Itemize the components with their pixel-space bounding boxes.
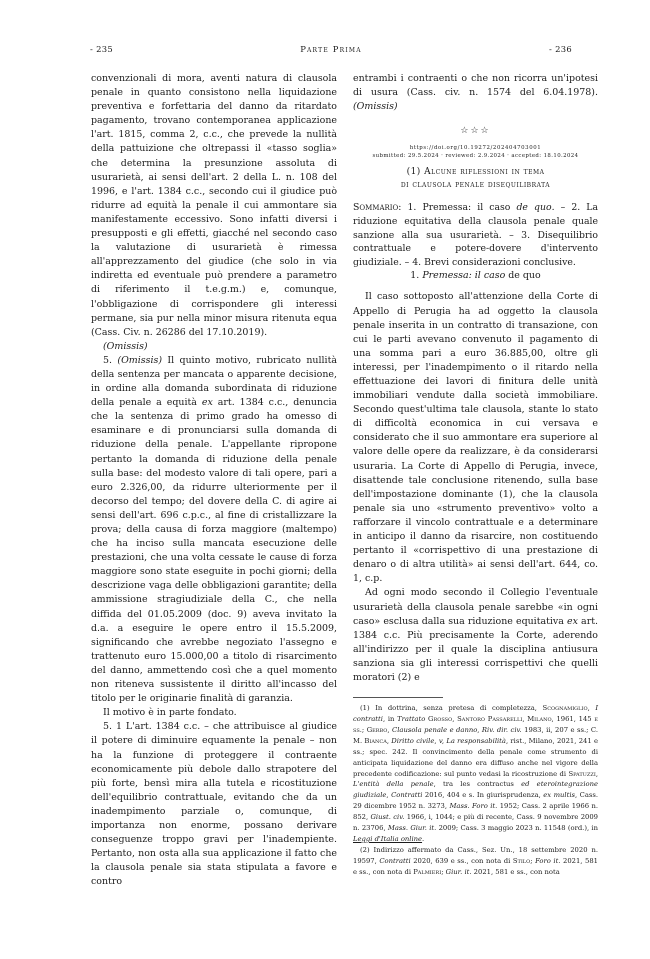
right-column: [353, 72, 598, 878]
page-number-left: - 235: [90, 44, 113, 54]
section-divider-stars: ☆☆☆: [460, 126, 491, 137]
paragraph: Il caso sottoposto all'attenzione della Corte di Appello di Perugia ha ad oggetto la clausola penale inserita in un contratto di transazione, con cui le parti avevano convenuto il pagamento di una somma pari a euro 36.885,00, oltre gli interessi, per l'inadempimento o il ritardo nella effettuazione dei lavori di finitura delle unità immobiliari vendute dalla società immobiliare. Secondo quest'ultima tale clausola, stante lo stato di difficoltà economica in cui versava e considerato che il suo ammontare era superiore al valore delle opere da realizzare, è da considerarsi usuraria. La Corte di Appello di Perugia, invece, disattende tale conclusione ritenendo, sulla base dell'impostazione dominante (1), che la clausola penale sia uno «strumento preventivo» volto a rafforzare il vincolo contrattuale e a determinare in anticipo il danno da risarcire, non costituendo pertanto il «corrispettivo di una prestazione di denaro o di altra utilità» ai sensi dell'art. 644, co. 1, c.p.: [353, 291, 598, 585]
omissis: (Omissis): [117, 354, 163, 366]
latin-term: ex: [567, 615, 578, 627]
paragraph: convenzionali di mora, aventi natura di clausola penale in quanto consistono nella liquidazione preventiva e forfettaria del danno da ritardato pagamento, trovano contemporanea applicazione l'art. 1815, comma 2, c.c., che prevede la nullità della pattuizione che oltrepassi il «tasso soglia» che determina la presunzione assoluta di usurarietà, ai sensi dell'art. 2 della L. n. 108 del 1996, e l'art. 1384 c.c., secondo cui il giudice può ridurre ad equità la penale il cui ammontare sia manifestamente eccessivo. Sono infatti diversi i presupposti e gli effetti, giacché nel secondo caso la valutazione di usurarietà è rimessa all'apprezzamento del giudice (che solo in via indiretta ed eventuale può prendere a parametro di riferimento il t.e.g.m.) e, comunque, l'obbligazione di corrispondere gli interessi permane, sia pur nella minor misura ritenuta equa (Cass. Civ. n. 26286 del 17.10.2019).: [91, 73, 337, 338]
paragraph: [91, 340, 337, 354]
footnote-2: (2) Indirizzo affermato da Cass., Sez. Un., 18 settembre 2020 n. 19597, Contratti 2020, 639 e ss., con nota di Stilo; Foro it. 2021, 581 e ss., con nota di Palmieri; Giur. it. 2021, 581 e ss., con nota: [353, 845, 598, 876]
left-column: [91, 72, 337, 889]
omissis: (Omissis): [103, 340, 148, 352]
paragraph-number: 5.: [103, 354, 118, 366]
paragraph: Il motivo è in parte fondato.: [103, 707, 237, 719]
omissis: (Omissis): [353, 101, 398, 113]
footnotes: [353, 703, 598, 878]
paragraph-text: art. 1384 c.c., denuncia che la sentenza di primo grado ha omesso di esaminare e di pronunciarsi sulla domanda di riduzione della penale. L'appellante ripropone pertanto la domanda di riduzione della penale sulla base: del modesto valore di tali opere, pari a euro 2.326,00, da ridurre ulteriormente per il decorso del tempo; del dovere della C. di agire ai sensi dell'art. 696 c.p.c., al fine di cristallizzare la prova; della causa di forza maggiore (maltempo) che ha inciso sulla mancata esecuzione delle prestazioni, che una volta cessate le cause di forza maggiore sono state eseguite in pochi giorni; della descrizione vaga delle obbligazioni garantite; della ammissione stragiudiziale della C., che nella diffida del 01.05.2009 (doc. 9) aveva invitato la d.a. a eseguire le opere entro il 15.5.2009, significando che avrebbe negoziato l'assegno e trattenuto euro 15.000,00 a titolo di risarcimento del danno, ammettendo così che a quel momento non riteneva sussistente il diritto all'incasso del titolo per le originarie finalità di garanzia.: [91, 397, 338, 705]
footnote-separator: [353, 697, 443, 698]
paragraph-text: Ad ogni modo secondo il Collegio l'eventuale usurarietà della clausola penale sarebbe «in ogni caso» esclusa dalla sua riduzione equitativa: [353, 587, 598, 627]
article-title-line: (1) Alcune riflessioni in tema: [406, 167, 545, 178]
paragraph-text: art. 1384 c.c. Più precisamente la Corte, aderendo all'indirizzo per il quale la disciplina antiusura sanziona sia gli interessi corrispettivi che quelli moratori (2) e: [353, 615, 598, 683]
paragraph: [353, 72, 598, 114]
footnote-1: (1) In dottrina, senza pretesa di completezza, Scognamiglio, I contratti, in Trattato Grosso, Santoro Passarelli, Milano, 1961, 145 e ss.; Gerbo, Clausola penale e danno, Riv. dir. civ. 1983, ii, 207 e ss.; C. M. Bianca, Diritto civile, v, La responsabilità, rist., Milano, 2021, 241 e ss.; spec. 242. Il convincimento della penale come strumento di anticipata liquidazione del danno era diffuso anche nel vigore della precedente codificazione: sul punto vedasi la ricostruzione di Spatuzzi, L'entità della penale, tra les contractus ed eterointegrazione giudiziale, Contratti 2016, 404 e s. In giurisprudenza, ex multis, Cass. 29 dicembre 1952 n. 3273, Mass. Foro it. 1952; Cass. 2 aprile 1966 n. 852, Giust. civ. 1966, i, 1044; e più di recente, Cass. 9 novembre 2009 n. 23706, Mass. Giur. it. 2009; Cass. 3 maggio 2023 n. 11548 (ord.), in Leggi d'Italia online.: [353, 704, 599, 843]
summary-text: . – 2. La riduzione equitativa della clausola penale quale sanzione alla sua usurarietà. – 3. Disequilibrio contrattuale e potere-dovere d'intervento giudiziale. – 4. Brevi considerazioni conclusive.: [353, 202, 598, 268]
running-header: [90, 44, 572, 58]
section-number: 1.: [410, 270, 423, 282]
article-title: [353, 166, 598, 191]
summary: [353, 201, 598, 269]
section-heading-text: Premessa: il caso: [422, 270, 506, 282]
summary-label: Sommario: [353, 202, 399, 214]
page-number-right: - 236: [549, 44, 572, 54]
paragraph-text: Il quinto motivo, rubricato nullità della sentenza per mancata o apparente decisione, in ordine alla domanda subordinata di riduzione della penale a equità: [91, 354, 337, 409]
paragraph: 5. 1 L'art. 1384 c.c. – che attribuisce al giudice il potere di diminuire equamente la penale – non ha la funzione di proteggere il contraente economicamente più debole dallo strapotere del più forte, bensì mira alla tutela e ricostituzione dell'equilibrio contrattuale, evitando che da un inadempimento parziale o, comunque, di importanza non enorme, possano derivare conseguenze troppo gravi per l'inadempiente. Pertanto, non osta alla sua applicazione il fatto che la clausola penale sia stata stipulata a favore e contro: [91, 721, 337, 888]
submission-dates: submitted: 29.5.2024 · reviewed: 2.9.2024 · accepted: 18.10.2024: [372, 153, 579, 160]
section-heading: [353, 269, 598, 283]
summary-text: : 1. Premessa: il caso: [398, 202, 517, 214]
paragraph: [353, 586, 598, 685]
article-title-line: di clausola penale disequilibrata: [400, 179, 551, 190]
latin-term: de quo: [516, 202, 552, 214]
running-title: Parte Prima: [300, 44, 362, 54]
latin-term: ex: [201, 397, 213, 409]
doi-line: https://doi.org/10.19272/202404703001: [409, 145, 542, 152]
section-heading-text: de quo: [505, 270, 541, 282]
paragraph-text: entrambi i contraenti o che non ricorra un'ipotesi di usura (Cass. civ. n. 1574 del 6.04.1978).: [353, 73, 598, 99]
paragraph: [91, 354, 337, 706]
